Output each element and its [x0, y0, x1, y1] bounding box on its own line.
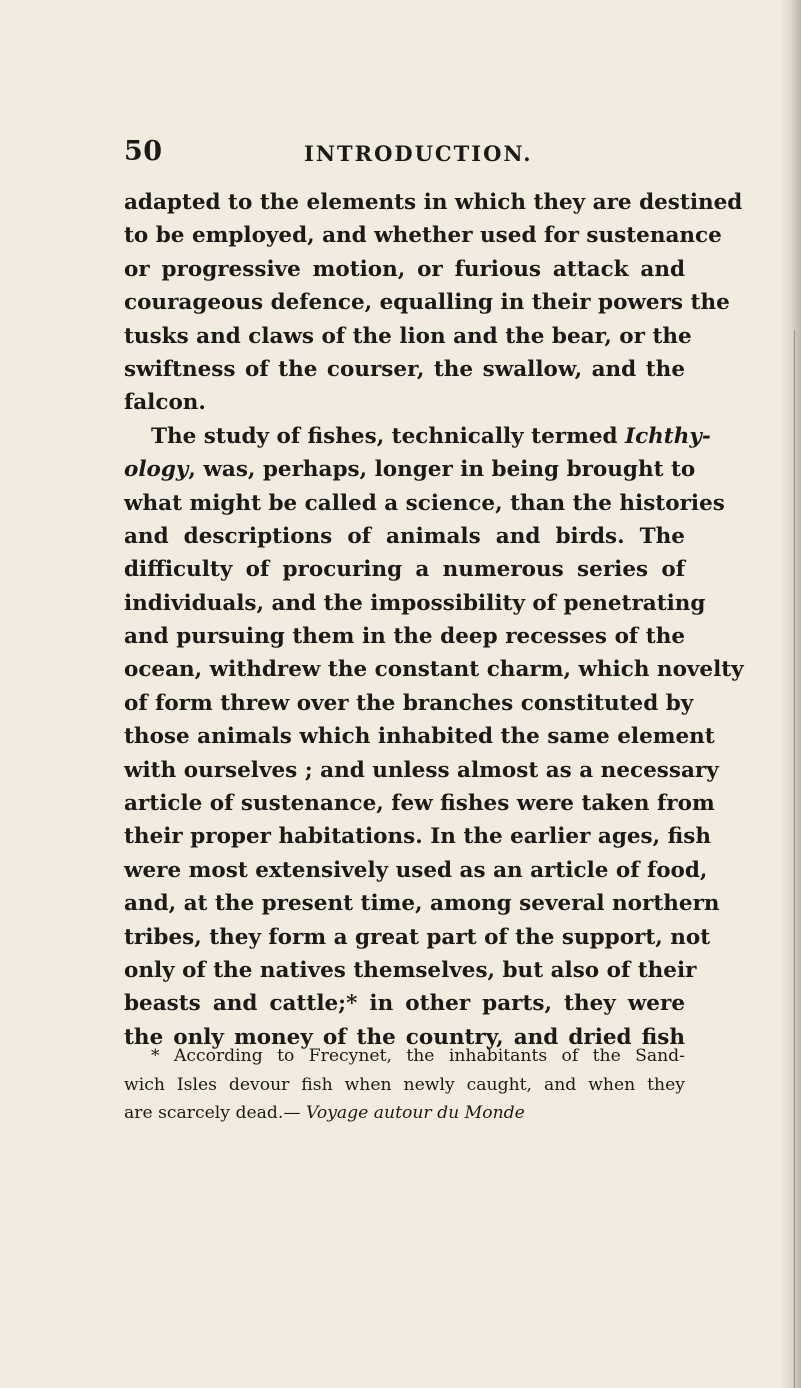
italic-term: ology	[124, 457, 189, 483]
text-line: or progressive motion, or furious attack and	[124, 256, 685, 282]
text-line: article of sustenance, few fishes were taken from	[124, 791, 715, 817]
body-text	[124, 186, 744, 1054]
footnote	[124, 1042, 685, 1128]
text-line: falcon.	[124, 390, 206, 416]
text-line: only of the natives themselves, but also of their	[124, 957, 697, 983]
text-line: individuals, and the impossibility of penetrating	[124, 590, 706, 616]
text-line: with ourselves ; and unless almost as a necessary	[124, 757, 719, 783]
text-line: tribes, they form a great part of the support, not	[124, 924, 711, 950]
text-line: adapted to the elements in which they are destined	[124, 190, 743, 215]
text-line: swiftness of the courser, the swallow, and the	[124, 356, 685, 382]
text-line: the only money of the country, and dried fish	[124, 1024, 685, 1050]
text-line: and, at the present time, among several northern	[124, 891, 720, 917]
text-line	[124, 453, 696, 486]
italic-term: Ichthy-	[625, 423, 711, 449]
page-number: 50	[124, 136, 163, 167]
footnote-line	[124, 1099, 685, 1128]
text-line: beasts and cattle;* in other parts, they were	[124, 991, 685, 1017]
text-run: was, perhaps, longer in being brought to	[203, 457, 696, 483]
footnote-line: wich Isles devour fish when newly caught, and when they	[124, 1074, 685, 1095]
running-head: INTRODUCTION.	[304, 141, 533, 166]
text-line: ocean, withdrew the constant charm, which novelty	[124, 657, 744, 683]
text-line: and pursuing them in the deep recesses of the	[124, 624, 685, 650]
text-line: what might be called a science, than the histories	[124, 490, 725, 516]
italic-title: Voyage autour du Monde	[306, 1103, 525, 1123]
page-edge-shadow	[779, 0, 801, 1388]
footnote-line: * According to Frecynet, the inhabitants of the Sand-	[151, 1046, 685, 1066]
text-line: to be employed, and whether used for sustenance	[124, 223, 722, 249]
text-line: courageous defence, equalling in their powers the	[124, 290, 730, 316]
text-run: are scarcely dead.—	[124, 1103, 307, 1123]
text-line: those animals which inhabited the same element	[124, 724, 715, 750]
text-run: The study of fishes, technically termed	[151, 423, 626, 449]
page-header	[124, 132, 684, 172]
text-line: were most extensively used as an article of food,	[124, 857, 708, 883]
text-line: tusks and claws of the lion and the bear, or the	[124, 323, 692, 349]
text-line: difficulty of procuring a numerous series of	[124, 557, 685, 583]
text-line: and descriptions of animals and birds. The	[124, 523, 685, 549]
text-line: their proper habitations. In the earlier ages, fish	[124, 824, 711, 850]
text-line: of form threw over the branches constituted by	[124, 690, 694, 716]
text-run: ,	[188, 457, 196, 483]
page-edge-line	[794, 330, 795, 1388]
text-line	[124, 420, 711, 453]
